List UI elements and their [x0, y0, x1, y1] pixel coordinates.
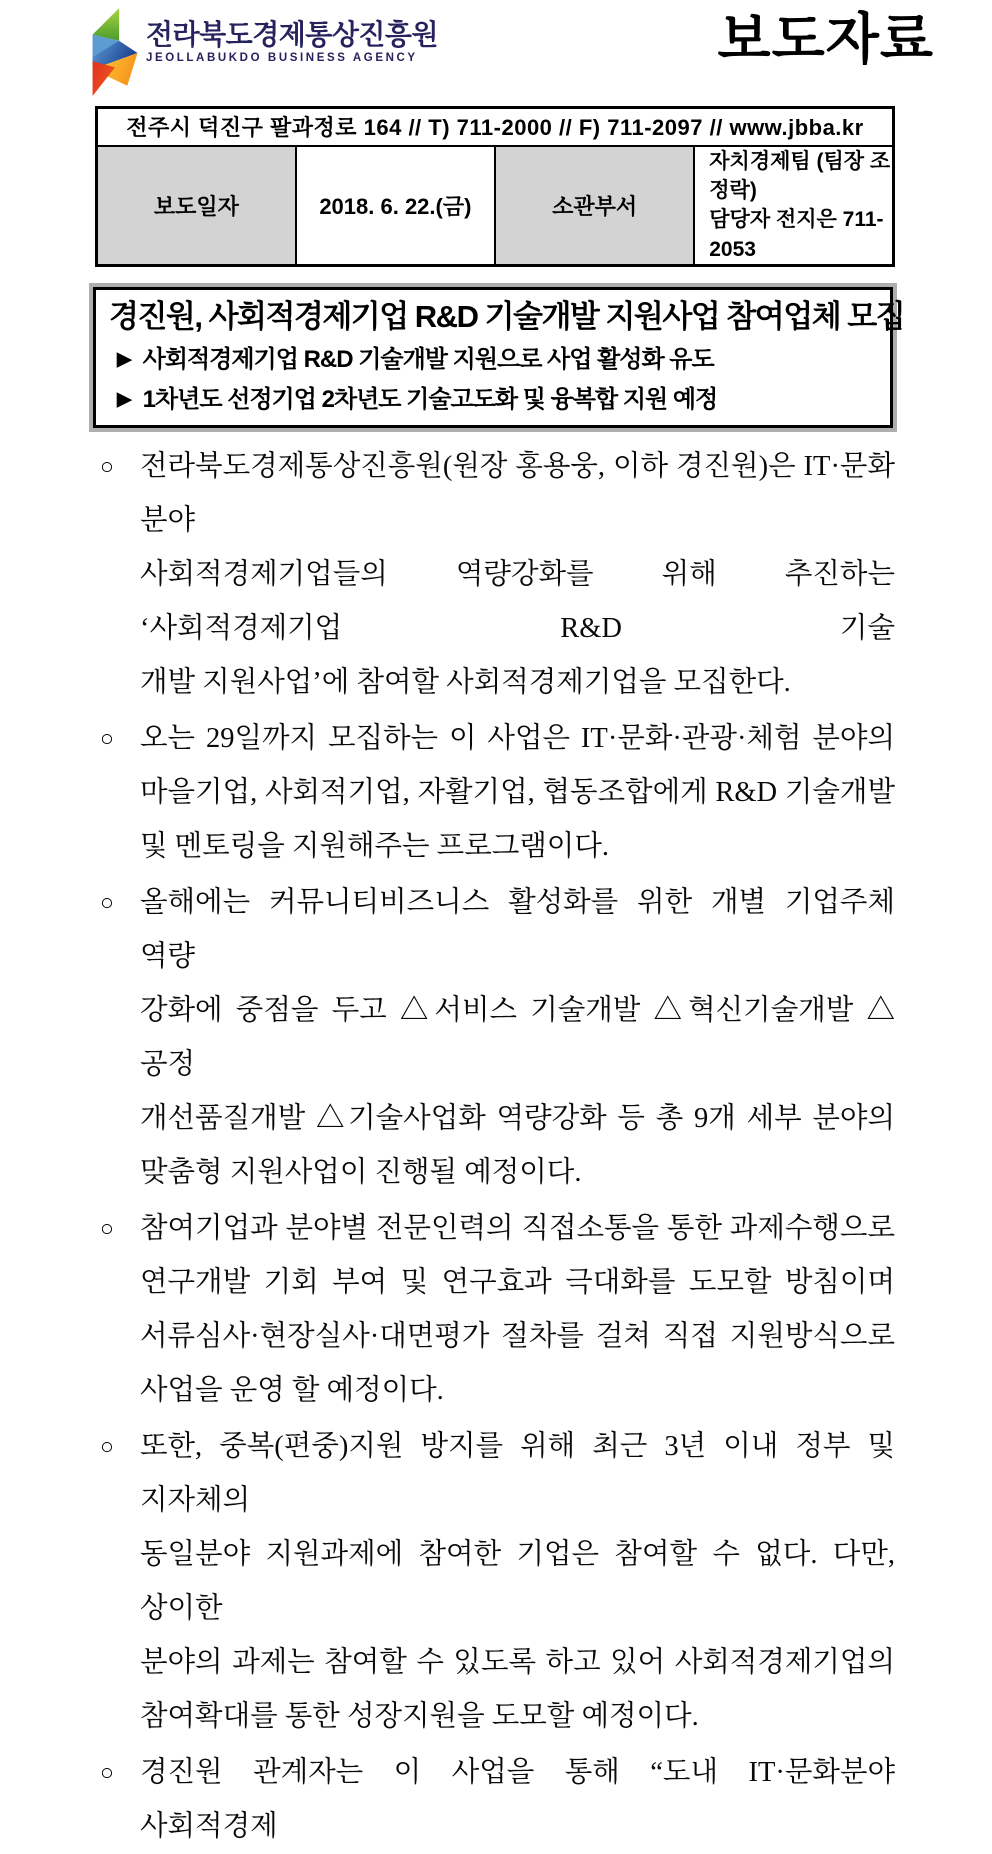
body-paragraph: [95, 1202, 895, 1418]
paragraph-line: 오는 29일까지 모집하는 이 사업은 IT·문화·관광·체험 분야의: [140, 723, 895, 755]
body-paragraphs: [95, 440, 895, 1854]
triangle-bullet-icon: ▶: [117, 349, 131, 371]
triangle-bullet-icon: ▶: [117, 389, 131, 411]
contact-info-table: [95, 106, 895, 267]
paragraph-line: 연구개발 기회 부여 및 연구효과 극대화를 도모할 방침이며: [140, 1267, 895, 1299]
headline-bullet: [109, 385, 877, 415]
headline-bullet-text: 1차년도 선정기업 2차년도 기술고도화 및 융복합 지원 예정: [142, 386, 718, 414]
paragraph-line: 사업을 운영 할 예정이다.: [140, 1375, 444, 1407]
paragraph-line: 참여기업과 분야별 전문인력의 직접소통을 통한 과제수행으로: [140, 1213, 895, 1245]
department-label: 소관부서: [495, 146, 694, 266]
body-paragraph: [95, 1746, 895, 1854]
paragraph-line: 맞춤형 지원사업이 진행될 예정이다.: [140, 1157, 582, 1189]
paragraph-line: 강화에 중점을 두고 △서비스 기술개발 △혁신기술개발 △공정: [140, 995, 895, 1081]
department-cell: [694, 146, 893, 266]
document-header: [0, 0, 992, 100]
headline-box-inner: [93, 287, 905, 428]
paragraph-line: 참여확대를 통한 성장지원을 도모할 예정이다.: [140, 1701, 699, 1733]
paragraph-line: 서류심사·현장실사·대면평가 절차를 걸쳐 직접 지원방식으로: [140, 1321, 895, 1353]
headline-box: [89, 283, 905, 432]
body-paragraph: [95, 440, 895, 710]
paragraph-line: 동일분야 지원과제에 참여한 기업은 참여할 수 없다. 다만, 상이한: [140, 1539, 895, 1625]
department-team: 자치경제팀 (팀장 조정락): [709, 149, 891, 202]
agency-name-korean: 전라북도경제통상진흥원: [146, 19, 439, 50]
paragraph-line: 또한, 중복(편중)지원 방지를 위해 최근 3년 이내 정부 및 지자체의: [140, 1431, 895, 1517]
paragraph-line: 개선품질개발 △기술사업화 역량강화 등 총 9개 세부 분야의: [140, 1103, 895, 1135]
paragraph-line: 마을기업, 사회적기업, 자활기업, 협동조합에게 R&D 기술개발: [140, 777, 895, 809]
circle-bullet-icon: ○: [100, 1760, 114, 1786]
circle-bullet-icon: ○: [100, 454, 114, 480]
body-paragraph: [95, 1420, 895, 1744]
paragraph-line: 전라북도경제통상진흥원(원장 홍용웅, 이하 경진원)은 IT·문화 분야: [140, 451, 895, 537]
paragraph-line: 및 멘토링을 지원해주는 프로그램이다.: [140, 831, 609, 863]
paragraph-line: 경진원 관계자는 이 사업을 통해 “도내 IT·문화분야 사회적경제: [140, 1757, 895, 1843]
department-contact: 담당자 전지은 711-2053: [709, 208, 884, 261]
body-paragraph: [95, 876, 895, 1200]
circle-bullet-icon: ○: [100, 726, 114, 752]
paragraph-line: 올해에는 커뮤니티비즈니스 활성화를 위한 개별 기업주체 역량: [140, 887, 895, 973]
circle-bullet-icon: ○: [100, 890, 114, 916]
circle-bullet-icon: ○: [100, 1216, 114, 1242]
headline-bullet: [109, 345, 877, 375]
agency-address-line: 전주시 덕진구 팔과정로 164 // T) 711-2000 // F) 711-2097 // www.jbba.kr: [97, 108, 894, 146]
address-row: [97, 108, 894, 146]
document-type-title: 보도자료: [717, 8, 934, 70]
agency-name-english: JEOLLABUKDO BUSINESS AGENCY: [146, 52, 418, 65]
agency-logo: [86, 4, 438, 98]
headline-title: 경진원, 사회적경제기업 R&D 기술개발 지원사업 참여업체 모집: [109, 299, 905, 335]
release-date-label: 보도일자: [97, 146, 296, 266]
paragraph-line: 개발 지원사업’에 참여할 사회적경제기업을 모집한다.: [140, 667, 791, 699]
body-paragraph: [95, 712, 895, 874]
circle-bullet-icon: ○: [100, 1434, 114, 1460]
release-info-row: [97, 146, 894, 266]
paragraph-line: 분야의 과제는 참여할 수 있도록 하고 있어 사회적경제기업의: [140, 1647, 895, 1679]
paragraph-line: 사회적경제기업들의 역량강화를 위해 추진하는 ‘사회적경제기업 R&D 기술: [140, 559, 895, 645]
headline-bullet-text: 사회적경제기업 R&D 기술개발 지원으로 사업 활성화 유도: [142, 346, 714, 374]
release-date-value: 2018. 6. 22.(금): [296, 146, 495, 266]
agency-logo-text: [146, 20, 438, 64]
agency-logo-icon: [86, 4, 140, 98]
